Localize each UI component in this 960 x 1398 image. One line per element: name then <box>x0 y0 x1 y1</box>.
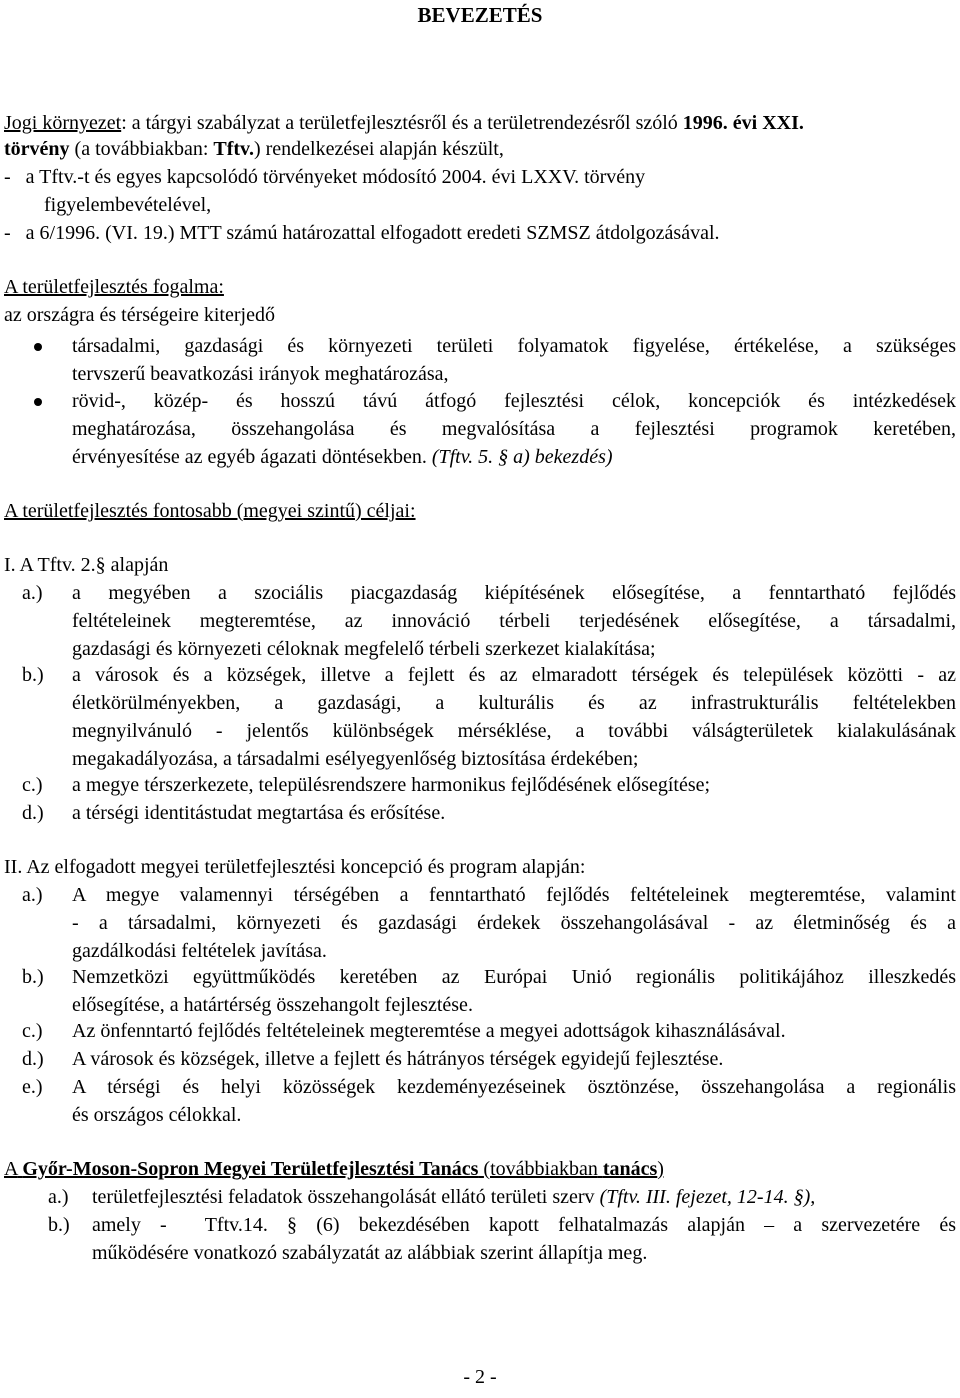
program-b-line-2: elősegítése, a határtérség összehangolt fejlesztése. <box>72 994 473 1016</box>
bullet-icon <box>34 398 42 406</box>
concept-bullet-2-line-1: rövid-, közép- és hosszú távú átfogó fejlesztési célok, koncepciók és intézkedések <box>72 390 956 412</box>
program-b-line-1: Nemzetközi együttműködés keretében az Európai Unió regionális politikájához illeszkedés <box>72 966 956 988</box>
goal-a-line-1: a megyében a szociális piacgazdaság kiépítésének elősegítése, a fenntartható fejlődés <box>72 582 956 604</box>
council-name: Győr-Moson-Sopron Megyei Területfejlesztési Tanács <box>22 1158 479 1180</box>
program-heading: II. Az elfogadott megyei területfejlesztési koncepció és program alapján: <box>4 856 586 878</box>
goal-b-line-1: a városok és a községek, illetve a fejlett és az elmaradott térségek és települések közötti - az <box>72 664 956 686</box>
goals-heading: A területfejlesztés fontosabb (megyei szintű) céljai: <box>4 500 416 522</box>
council-b-label: b.) <box>48 1214 70 1236</box>
program-a-line-3: gazdálkodási feltételek javítása. <box>72 940 327 962</box>
goal-a-line-3: gazdasági és környezeti céloknak megfelelő térbeli szerkezet kialakítása; <box>72 638 656 660</box>
program-b-label: b.) <box>22 966 44 988</box>
intro-dash-1: - a Tftv.-t és egyes kapcsolódó törvényeket módosító 2004. évi LXXV. törvény <box>4 166 646 188</box>
intro-line-1: Jogi környezet: a tárgyi szabályzat a területfejlesztésről és a területrendezésről szóló 1996. évi XXI. <box>4 112 804 134</box>
concept-heading: A területfejlesztés fogalma: <box>4 276 224 298</box>
goal-b-label: b.) <box>22 664 44 686</box>
intro-line-2: törvény (a továbbiakban: Tftv.) rendelkezései alapján készült, <box>4 138 504 160</box>
council-a-label: a.) <box>48 1186 69 1208</box>
intro-dash-1-cont: figyelembevételével, <box>44 194 212 216</box>
program-d-line-1: A városok és községek, illetve a fejlett és hátrányos térségek egyidejű fejlesztése. <box>72 1048 724 1070</box>
program-a-label: a.) <box>22 884 43 906</box>
program-c-label: c.) <box>22 1020 43 1042</box>
program-a-line-2: - a társadalmi, környezeti és gazdasági érdekek összehangolásával - az életminőség és a <box>72 912 956 934</box>
page-number: - 2 - <box>463 1366 497 1388</box>
program-e-label: e.) <box>22 1076 43 1098</box>
concept-lead: az országra és térségeire kiterjedő <box>4 304 275 326</box>
goal-b-line-4: megakadályozása, a társadalmi esélyegyenlőség biztosítása érdekében; <box>72 748 639 770</box>
goal-c-line-1: a megye térszerkezete, településrendszere harmonikus fejlődésének elősegítése; <box>72 774 711 796</box>
goal-b-line-3: megnyilvánuló - jelentős különbségek mérséklése, a további válságterületek kialakulásának <box>72 720 956 742</box>
intro-dash-2: - a 6/1996. (VI. 19.) MTT számú határozattal elfogadott eredeti SZMSZ átdolgozásával. <box>4 222 720 244</box>
concept-bullet-1-line-2: tervszerű beavatkozási irányok meghatározása, <box>72 363 449 385</box>
council-b-line-2: működésére vonatkozó szabályzatát az alábbiak szerint állapítja meg. <box>92 1242 648 1264</box>
page-title: BEVEZETÉS <box>417 3 543 27</box>
concept-bullet-2-line-2: meghatározása, összehangolása és megvalósítása a fejlesztési programok keretében, <box>72 418 956 440</box>
goal-a-line-2: feltételeinek megteremtése, az innováció térbeli terjedésének elősegítése, a társadalmi, <box>72 610 956 632</box>
council-b-line-1: amely - Tftv.14. § (6) bekezdésében kapott felhatalmazás alapján – a szervezetére és <box>92 1214 956 1236</box>
goals-section-1: I. A Tftv. 2.§ alapján <box>4 554 169 576</box>
goal-d-label: d.) <box>22 802 44 824</box>
concept-bullet-1-line-1: társadalmi, gazdasági és környezeti területi folyamatok figyelése, értékelése, a szükséges <box>72 335 956 357</box>
program-e-line-2: és országos célokkal. <box>72 1104 242 1126</box>
program-d-label: d.) <box>22 1048 44 1070</box>
council-a-line-1: területfejlesztési feladatok összehangolását ellátó területi szerv (Tftv. III. fejezet, 12-14. §), <box>92 1186 816 1208</box>
goal-b-line-2: életkörülményekben, a gazdasági, a kulturális és az infrastrukturális feltételekben <box>72 692 956 714</box>
program-a-line-1: A megye valamennyi térségében a fenntartható fejlődés feltételeinek megteremtése, valamint <box>72 884 956 906</box>
program-e-line-1: A térségi és helyi közösségek kezdeményezéseinek ösztönzése, összehangolása a regionális <box>72 1076 956 1098</box>
legal-environment-label: Jogi környezet <box>4 112 122 134</box>
legal-reference: (Tftv. III. fejezet, 12-14. §), <box>599 1186 816 1208</box>
goal-a-label: a.) <box>22 582 43 604</box>
council-heading: A Győr-Moson-Sopron Megyei Területfejlesztési Tanács (továbbiakban tanács) <box>4 1158 664 1180</box>
goal-d-line-1: a térségi identitástudat megtartása és erősítése. <box>72 802 446 824</box>
bullet-icon <box>34 343 42 351</box>
program-c-line-1: Az önfenntartó fejlődés feltételeinek megteremtése a megyei adottságok kihasználásával. <box>72 1020 786 1042</box>
concept-bullet-2-line-3: érvényesítése az egyéb ágazati döntésekben. (Tftv. 5. § a) bekezdés) <box>72 446 613 468</box>
goal-c-label: c.) <box>22 774 43 796</box>
legal-reference: (Tftv. 5. § a) bekezdés) <box>431 446 613 468</box>
